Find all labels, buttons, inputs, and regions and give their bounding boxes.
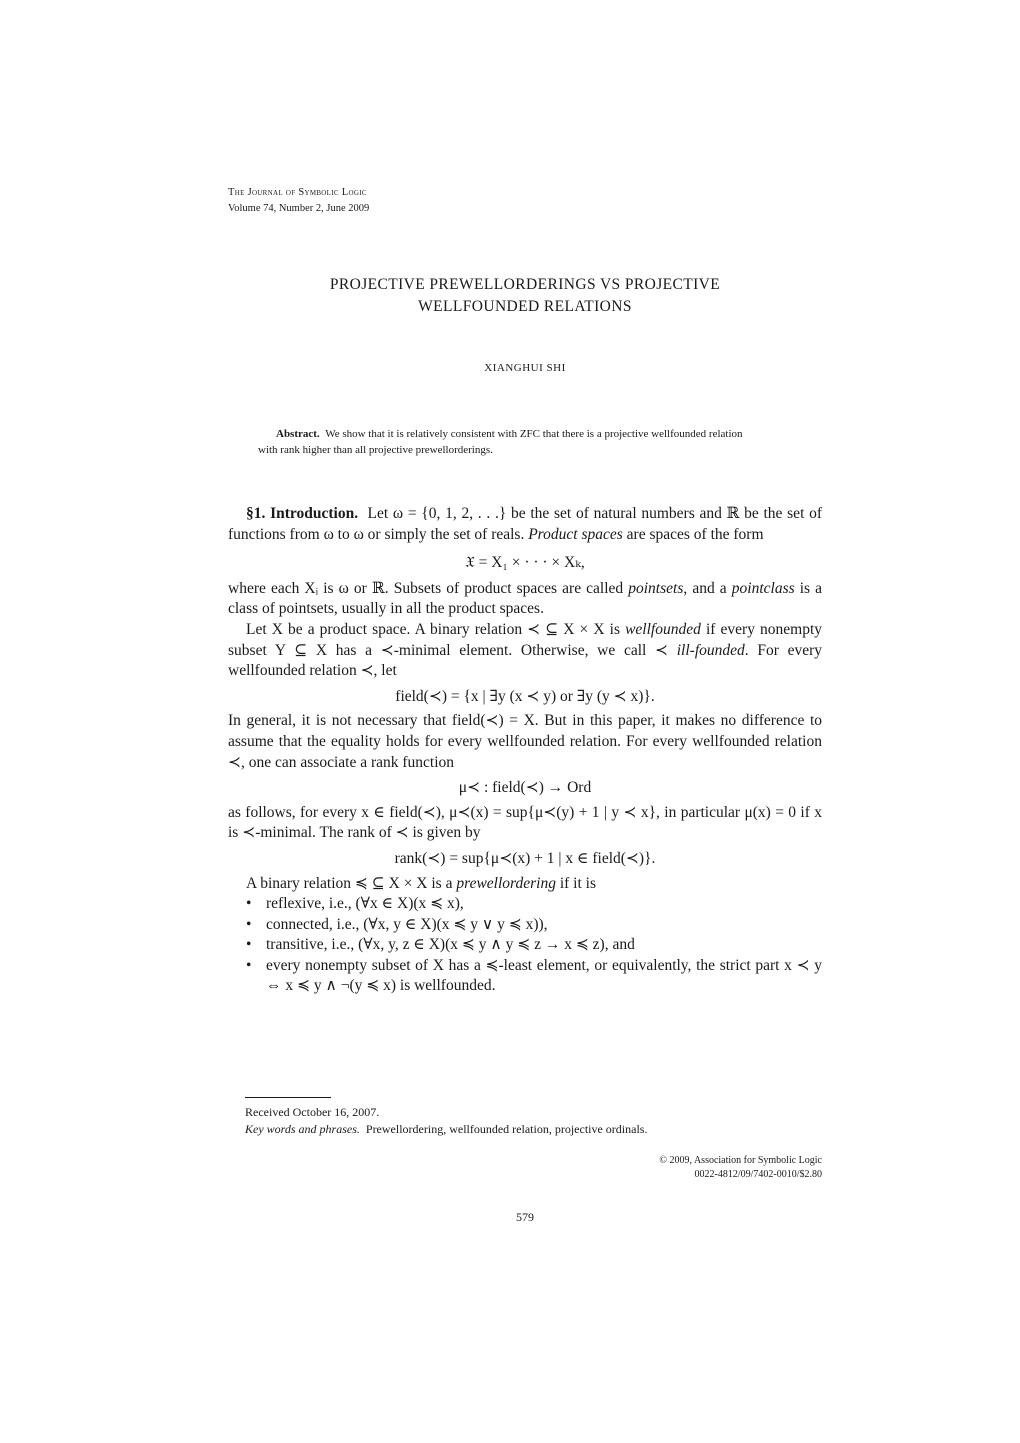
paragraph-4: In general, it is not necessary that field(≺) = X. But in this paper, it makes no difference to assume that the equality holds for every wellfounded relation. For every wellfounded relation ≺, one can associate a rank function (228, 712, 822, 771)
term-product-spaces: Product spaces (528, 525, 623, 543)
paragraph-6 (228, 874, 822, 895)
abstract-label: Abstract. (276, 428, 320, 440)
list-item-transitive: • transitive, i.e., (∀x, y, z ∈ X)(x ≼ y ∧ y ≼ z → x ≼ z), and (246, 935, 822, 956)
term-pointclass: pointclass (731, 579, 795, 597)
equation-field: field(≺) = {x | ∃y (x ≺ y) or ∃y (y ≺ x)}. (395, 687, 655, 705)
term-prewellordering: prewellordering (456, 874, 556, 892)
page-number: 579 (516, 1210, 534, 1224)
copyright-line: © 2009, Association for Symbolic Logic (659, 1155, 822, 1166)
abstract (258, 426, 798, 458)
footnotes (245, 1104, 822, 1138)
journal-name: The Journal of Symbolic Logic (228, 187, 367, 198)
paragraph-3 (228, 620, 822, 682)
p3-text-a: Let X be a product space. A binary relation ≺ ⊆ X × X is (246, 620, 620, 638)
p1-text: Let ω = {0, 1, 2, . . .} be the set of natural numbers and ℝ be the set of functions from ω to ω or simply the set of reals. (228, 505, 823, 543)
keywords: Prewellordering, wellfounded relation, projective ordinals. (365, 1122, 648, 1136)
paragraph-5: as follows, for every x ∈ field(≺), μ≺(x) = sup{μ≺(y) + 1 | y ≺ x}, in particular μ(x) = 0 if x is ≺-minimal. The rank of ≺ is given by (228, 803, 822, 842)
p3-text-b: if every nonempty subset Y ⊆ X has a ≺-minimal element. Otherwise, we call ≺ (228, 620, 823, 659)
abstract-line-2: with rank higher than all projective prewellorderings. (258, 444, 493, 456)
list-item-least-element: • every nonempty subset of X has a ≼-least element, or equivalently, the strict part x ≺ y ⇔ x ≼ y ∧ ¬(y ≼ x) is wellfounded. (246, 956, 822, 997)
copyright-block (600, 1154, 822, 1182)
p6-text-b: if it is (559, 874, 596, 892)
list-item-reflexive: • reflexive, i.e., (∀x ∈ X)(x ≼ x), (246, 894, 822, 915)
term-ill-founded: ill-founded (676, 641, 745, 659)
keywords-label: Key words and phrases. (245, 1122, 360, 1136)
keywords-line (245, 1121, 822, 1138)
journal-volume: Volume 74, Number 2, June 2009 (228, 203, 370, 214)
p1-tail: are spaces of the form (626, 525, 764, 543)
paper-title (228, 274, 822, 318)
p2-text-c: is a class of pointsets, usually in all the product spaces. (228, 579, 823, 618)
paragraph-2 (228, 579, 822, 620)
paragraph-1 (228, 504, 822, 545)
list-item-connected: • connected, i.e., (∀x, y ∈ X)(x ≼ y ∨ y ≼ x)), (246, 915, 822, 936)
p6-text-a: A binary relation ≼ ⊆ X × X is a (246, 874, 453, 892)
equation-rank: rank(≺) = sup{μ≺(x) + 1 | x ∈ field(≺)}. (394, 849, 656, 867)
abstract-line-1: We show that it is relatively consistent with ZFC that there is a projective wellfounded relation (325, 428, 743, 440)
prewellordering-properties-list (228, 894, 822, 997)
journal-header (228, 185, 369, 217)
term-pointsets: pointsets (628, 579, 684, 597)
issn-line: 0022-4812/09/7402-0010/$2.80 (694, 1169, 822, 1180)
p2-text-b: , and a (683, 579, 727, 597)
p2-text-a: where each Xᵢ is ω or ℝ. Subsets of product spaces are called (228, 579, 624, 597)
p3-text-c: . For every wellfounded relation ≺, let (228, 641, 823, 680)
author-name: XIANGHUI SHI (484, 362, 566, 374)
section-heading: §1. Introduction. (246, 505, 359, 522)
title-line-1: PROJECTIVE PREWELLORDERINGS VS PROJECTIVE (329, 276, 721, 293)
term-wellfounded: wellfounded (625, 620, 701, 638)
title-line-2: WELLFOUNDED RELATIONS (418, 298, 632, 315)
equation-product-space: 𝔛 = X₁ × · · · × Xₖ, (465, 554, 585, 572)
equation-rank-function: μ≺ : field(≺) → Ord (458, 779, 592, 797)
received-date: Received October 16, 2007. (245, 1105, 380, 1119)
footnote-rule (245, 1097, 331, 1098)
section-introduction (228, 504, 822, 997)
